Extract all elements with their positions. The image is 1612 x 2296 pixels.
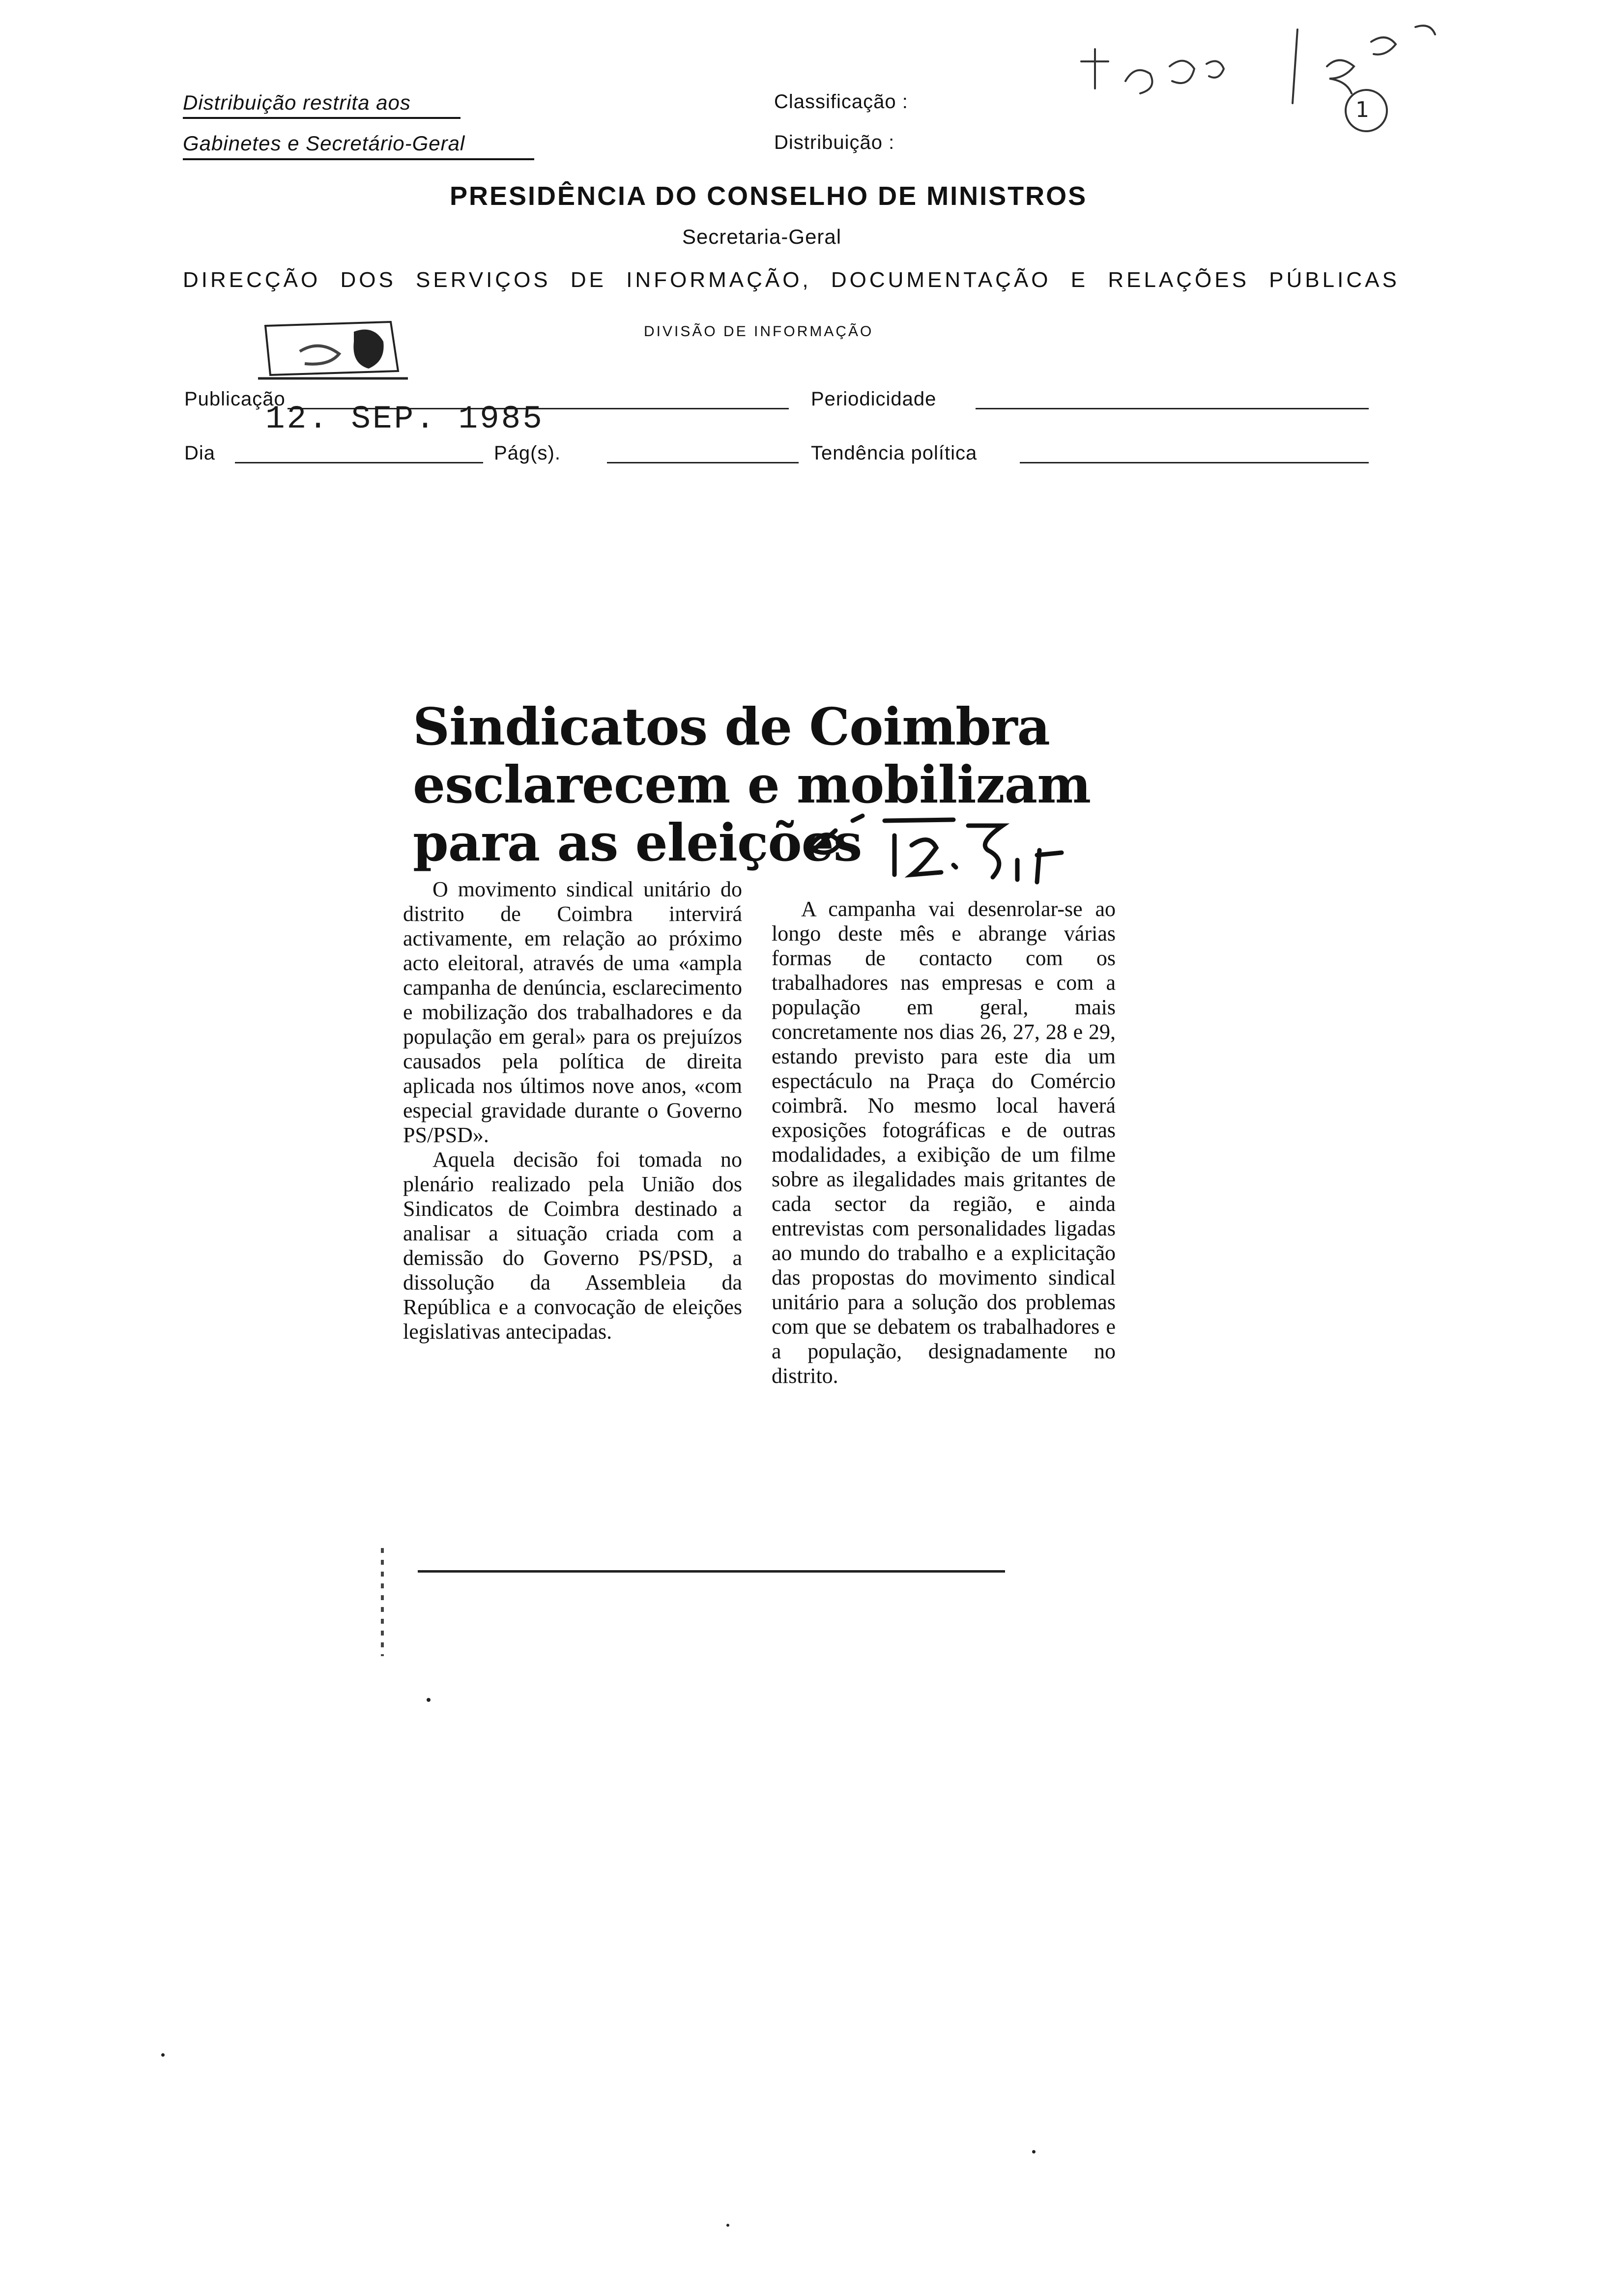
classificacao-label: Classificação : bbox=[774, 91, 908, 113]
directorate-name: DIRECÇÃO DOS SERVIÇOS DE INFORMAÇÃO, DOCUMENTAÇÃO E RELAÇÕES PÚBLICAS bbox=[183, 268, 1400, 292]
periodicidade-line bbox=[976, 408, 1369, 409]
scan-speck bbox=[726, 2224, 729, 2227]
restricted-underline-1 bbox=[183, 117, 461, 119]
column-1-paragraph-1: O movimento sindical unitário do distrito de Coimbra intervirá activamente, em relação ao próximo acto eleitoral, através de uma «ampla campanha de denúncia, esclarecimento e mobilização dos trabalhadores e da população em geral» para os prejuízos causados pela política de direita aplicada nos últimos nove anos, «com especial gravidade durante o Governo PS/PSD». bbox=[403, 877, 742, 1147]
org-subtitle: Secretaria-Geral bbox=[682, 225, 842, 248]
headline-line-3: para as eleições bbox=[413, 812, 862, 873]
circled-number-text: 1 bbox=[1355, 97, 1369, 122]
scan-speck bbox=[427, 1698, 431, 1702]
publicacao-label: Publicação bbox=[184, 388, 286, 410]
office-stamp-logo bbox=[256, 312, 413, 381]
headline-line-2: esclarecem e mobilizam bbox=[413, 754, 1091, 815]
headline-line-1: Sindicatos de Coimbra bbox=[413, 696, 1050, 757]
column-2-paragraph-1: A campanha vai desenrolar-se ao longo deste mês e abrange várias formas de contacto com os trabalhadores nas empresas e com a população em geral, mais concretamente nos dias 26, 27, 28 e 29, estando previsto para este dia um espectáculo na Praça do Comércio coimbrã. No mesmo local haverá exposições fotográficas e de outras modalidades, a exibição de um filme sobre as ilegalidades mais gritantes de cada sector da região, e ainda entrevistas com personalidades ligadas ao mundo do trabalho e a explicitação das propostas do movimento sindical unitário para a solução dos problemas com que se debatem os trabalhadores e a população, designadamente no distrito. bbox=[772, 897, 1116, 1388]
received-date-stamp: 12. SEP. 1985 bbox=[265, 401, 544, 437]
clipping-left-edge-marks bbox=[381, 1548, 384, 1656]
handwritten-article-mark bbox=[806, 801, 1081, 899]
restricted-distribution-line2: Gabinetes e Secretário-Geral bbox=[183, 132, 465, 155]
scan-speck bbox=[1032, 2150, 1036, 2153]
scan-speck bbox=[161, 2053, 165, 2057]
clipping-bottom-rule bbox=[418, 1570, 1005, 1573]
tendencia-label: Tendência política bbox=[811, 442, 978, 464]
org-title: PRESIDÊNCIA DO CONSELHO DE MINISTROS bbox=[450, 181, 1088, 211]
article-column-2 bbox=[772, 897, 1116, 1388]
paginas-label: Pág(s). bbox=[494, 442, 561, 464]
restricted-underline-2 bbox=[183, 158, 534, 160]
distribuicao-label: Distribuição : bbox=[774, 132, 895, 153]
tendencia-line bbox=[1020, 462, 1369, 463]
column-1-paragraph-2: Aquela decisão foi tomada no plenário realizado pela União dos Sindicatos de Coimbra destinado a analisar a situação criada com a demissão do Governo PS/PSD, a dissolução da Assembleia da República e a convocação de eleições legislativas antecipadas. bbox=[403, 1148, 742, 1344]
restricted-distribution-line1: Distribuição restrita aos bbox=[183, 91, 411, 114]
article-column-1 bbox=[403, 877, 742, 1344]
handwritten-reference-note bbox=[1071, 20, 1455, 138]
paginas-line bbox=[607, 462, 799, 463]
periodicidade-label: Periodicidade bbox=[811, 388, 937, 410]
dia-label: Dia bbox=[184, 442, 216, 464]
dia-line bbox=[235, 462, 483, 463]
division-name: DIVISÃO DE INFORMAÇÃO bbox=[644, 323, 874, 340]
